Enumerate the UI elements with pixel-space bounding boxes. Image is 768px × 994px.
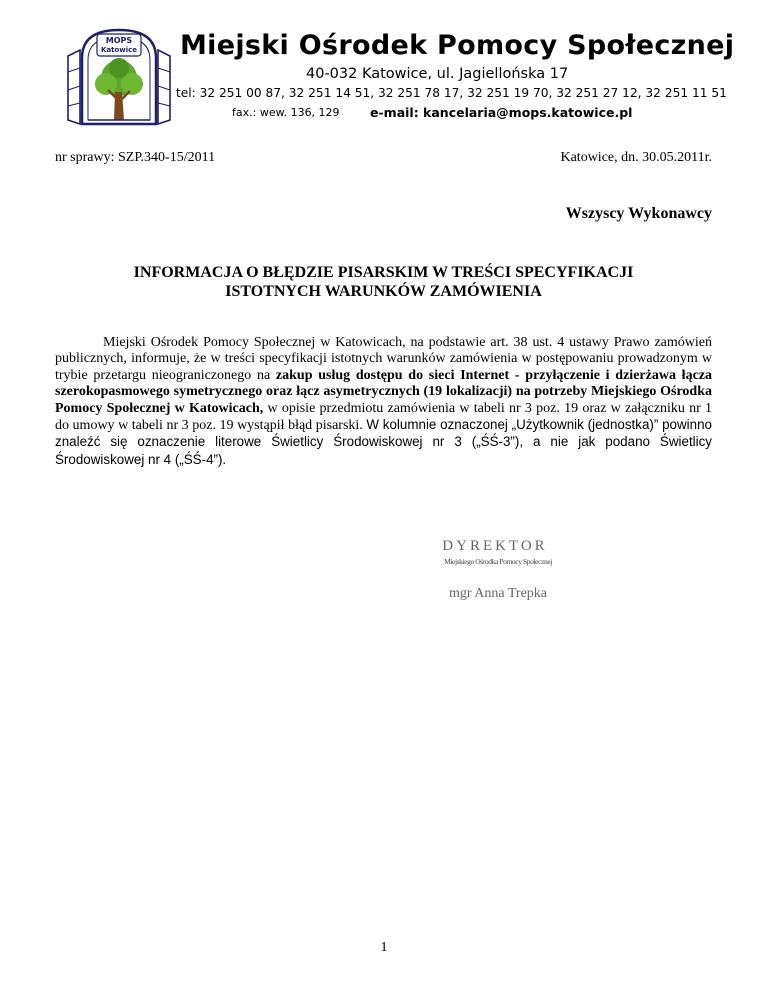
logo-text-city: Katowice [100, 46, 138, 54]
organization-address: 40-032 Katowice, ul. Jagiellońska 17 [306, 66, 569, 82]
signature-name: mgr Anna Trepka [449, 586, 547, 601]
case-number: nr sprawy: SZP.340-15/2011 [55, 150, 216, 165]
signature-role: DYREKTOR [442, 538, 548, 554]
page-number: 1 [380, 940, 388, 955]
phone-numbers: tel: 32 251 00 87, 32 251 14 51, 32 251 78 17, 32 251 19 70, 32 251 27 12, 32 251 11 51 [176, 86, 727, 100]
body-paragraph [55, 335, 712, 469]
letterhead [0, 0, 768, 130]
body-text-subject: zakup usług dostępu do sieci Internet - przyłączenie i dzierżawa łącza szerokopasmowego symetrycznego oraz łącz asymetrycznych (19 lokalizacji) na potrzeby Miejskiego Ośrodka Pomocy Społecznej w Katowicach, [55, 367, 712, 416]
body-text-description: w opisie przedmiotu zamówienia w tabeli nr 3 poz. 19 oraz w załączniku nr 1 do umowy w tabeli nr 3 poz. 19 wystąpił błąd pisarski. [55, 400, 712, 434]
title-line-2: ISTOTNYCH WARUNKÓW ZAMÓWIENIA [225, 283, 542, 300]
place-and-date: Katowice, dn. 30.05.2011r. [560, 150, 712, 165]
organization-name: Miejski Ośrodek Pomocy Społecznej [180, 30, 735, 61]
signature-organization: Miejskiego Ośrodka Pomocy Społecznej [444, 557, 552, 566]
addressee: Wszyscy Wykonawcy [565, 205, 712, 222]
title-line-1: INFORMACJA O BŁĘDZIE PISARSKIM W TREŚCI SPECYFIKACJI [133, 264, 634, 281]
email-address: e-mail: kancelaria@mops.katowice.pl [370, 105, 633, 120]
body-text-correction: W kolumnie oznaczonej „Użytkownik (jednostka)” powinno znaleźć się oznaczenie literowe Świetlicy Środowiskowej nr 3 („ŚŚ-3”), a nie jak podano Świetlicy Środowiskowej nr 4 („ŚŚ-4”). [55, 417, 712, 467]
fax-number: fax.: wew. 136, 129 [232, 106, 340, 119]
document-title [55, 263, 712, 301]
body-text-intro: Miejski Ośrodek Pomocy Społecznej w Katowicach, na podstawie art. 38 ust. 4 ustawy Prawo zamówień publicznych, informuje, że w treści specyfikacji istotnych warunków zamówienia w postępowaniu prowadzonym w trybie przetargu nieograniczonego na [55, 335, 712, 383]
mops-window-tree-logo [64, 28, 174, 128]
logo-text-mops: MOPS [105, 36, 133, 45]
